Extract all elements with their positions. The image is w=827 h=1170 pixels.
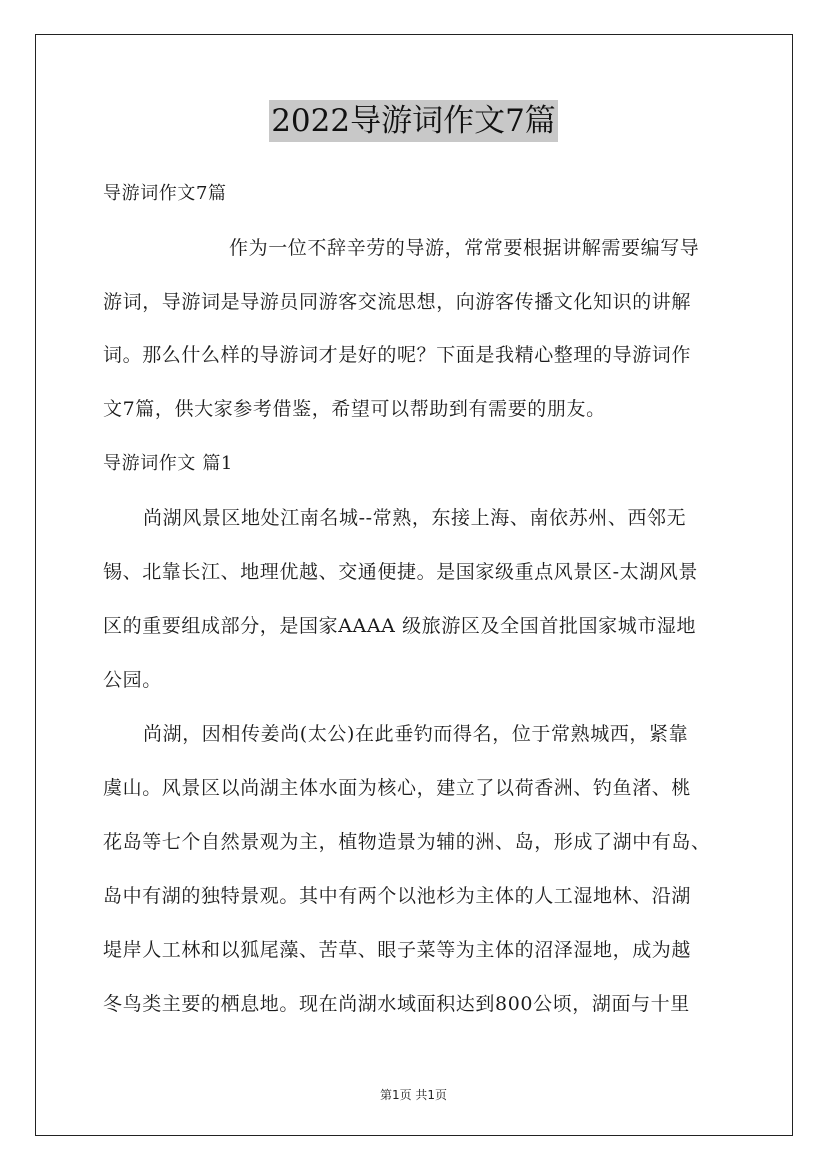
section-heading: 导游词作文 篇1 — [103, 453, 233, 474]
paragraph-line: 堤岸人工林和以狐尾藻、苦草、眼子菜等为主体的沼泽湿地，成为越 — [103, 939, 692, 961]
paragraph-line: 虞山。风景区以尚湖主体水面为核心，建立了以荷香洲、钓鱼渚、桃 — [103, 777, 692, 799]
title-container — [0, 100, 827, 142]
document-subtitle: 导游词作文7篇 — [103, 183, 227, 204]
paragraph-line: 公园。 — [103, 669, 162, 691]
document-title: 2022导游词作文7篇 — [269, 100, 558, 142]
paragraph-line: 花岛等七个自然景观为主，植物造景为辅的洲、岛，形成了湖中有岛、 — [103, 831, 711, 853]
paragraph-line: 区的重要组成部分，是国家AAAA 级旅游区及全国首批国家城市湿地 — [103, 615, 697, 637]
page-number-footer: 第1页 共1页 — [379, 1088, 448, 1102]
intro-line: 词。那么什么样的导游词才是好的呢？下面是我精心整理的导游词作 — [103, 344, 692, 366]
paragraph-line: 尚湖风景区地处江南名城--常熟，东接上海、南依苏州、西邻无 — [143, 507, 687, 529]
intro-line: 游词，导游词是导游员同游客交流思想，向游客传播文化知识的讲解 — [103, 291, 692, 313]
intro-line: 文7篇，供大家参考借鉴，希望可以帮助到有需要的朋友。 — [103, 398, 606, 420]
paragraph-line: 冬鸟类主要的栖息地。现在尚湖水域面积达到800公顷，湖面与十里 — [103, 993, 690, 1015]
paragraph-line: 尚湖，因相传姜尚(太公)在此垂钓而得名，位于常熟城西，紧靠 — [143, 723, 689, 745]
paragraph-line: 锡、北靠长江、地理优越、交通便捷。是国家级重点风景区-太湖风景 — [103, 561, 699, 583]
paragraph-line: 岛中有湖的独特景观。其中有两个以池杉为主体的人工湿地林、沿湖 — [103, 885, 692, 907]
intro-line: 作为一位不辞辛劳的导游，常常要根据讲解需要编写导 — [229, 237, 700, 259]
